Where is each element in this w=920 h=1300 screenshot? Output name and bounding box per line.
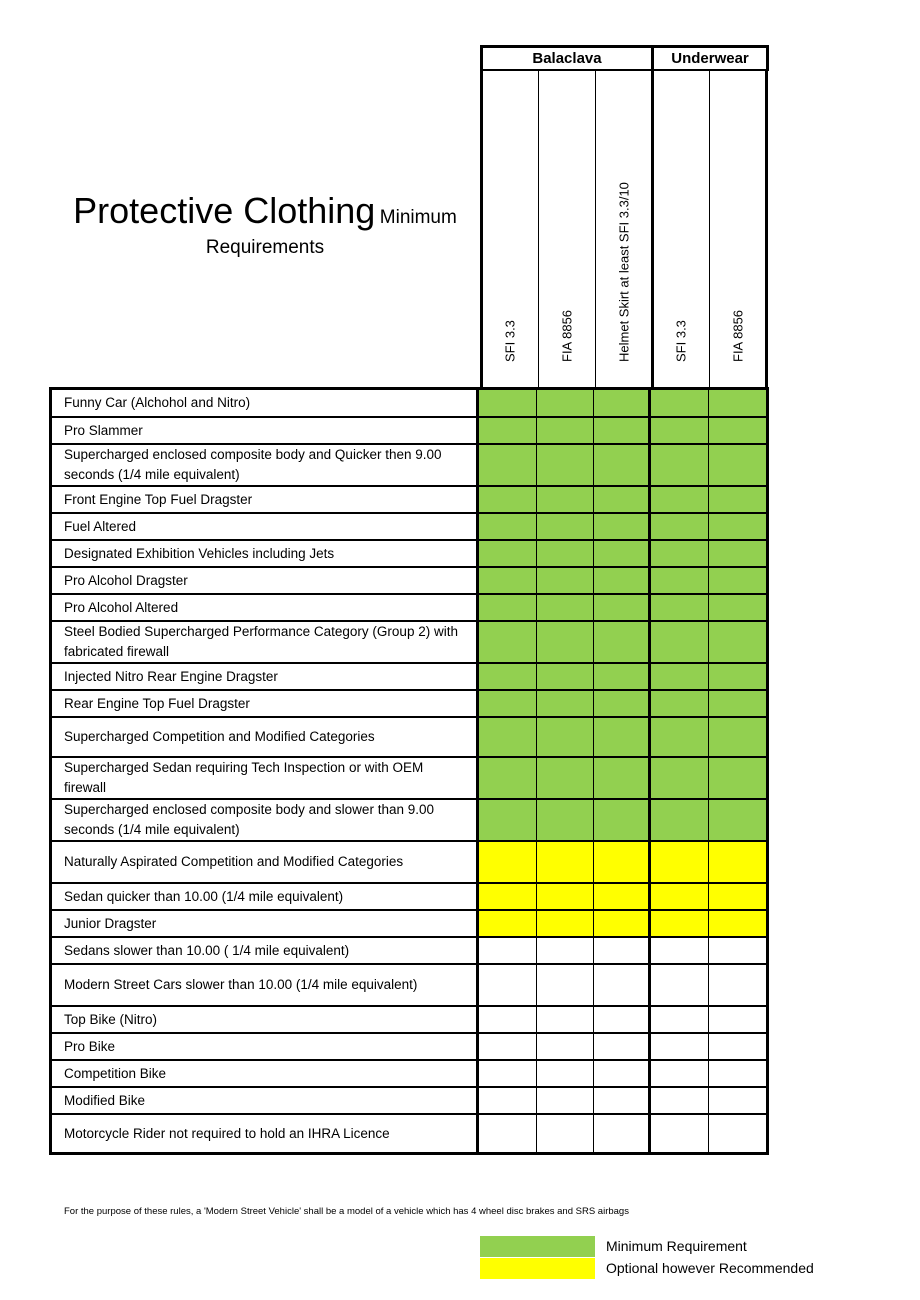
table-row <box>52 911 766 938</box>
requirement-cell <box>479 418 536 443</box>
requirement-cell <box>651 1115 708 1152</box>
table-row <box>52 758 766 800</box>
row-label: Naturally Aspirated Competition and Modified Categories <box>52 842 479 882</box>
requirement-cell <box>651 622 708 662</box>
column-header-label: FIA 8856 <box>730 309 746 362</box>
requirement-cell <box>537 938 594 963</box>
requirement-cell <box>594 842 651 882</box>
requirement-cell <box>651 842 708 882</box>
row-label: Top Bike (Nitro) <box>52 1007 479 1032</box>
table-row <box>52 445 766 487</box>
row-label: Pro Slammer <box>52 418 479 443</box>
requirement-cell <box>651 568 708 593</box>
row-label: Supercharged enclosed composite body and Quicker then 9.00 seconds (1/4 mile equivalent) <box>52 445 479 485</box>
requirement-cell <box>594 541 651 566</box>
requirement-cell <box>709 842 766 882</box>
legend-label-optional: Optional however Recommended <box>606 1260 814 1276</box>
row-label: Supercharged Sedan requiring Tech Inspection or with OEM firewall <box>52 758 479 798</box>
requirement-cell <box>651 595 708 620</box>
requirement-cell <box>479 541 536 566</box>
requirement-cell <box>479 568 536 593</box>
requirement-cell <box>709 568 766 593</box>
requirement-cell <box>537 691 594 716</box>
requirement-cell <box>537 884 594 909</box>
title-main: Protective Clothing <box>73 190 376 231</box>
requirement-cell <box>651 1034 708 1059</box>
requirement-cell <box>709 595 766 620</box>
requirement-cell <box>537 718 594 756</box>
requirement-cell <box>709 1034 766 1059</box>
table-row <box>52 842 766 884</box>
requirement-cell <box>651 718 708 756</box>
legend-swatch-green <box>480 1236 595 1257</box>
requirement-cell <box>651 938 708 963</box>
requirement-cell <box>651 758 708 798</box>
table-row <box>52 487 766 514</box>
requirement-cell <box>709 718 766 756</box>
table-row <box>52 884 766 911</box>
legend-label-minimum: Minimum Requirement <box>606 1238 747 1254</box>
requirement-cell <box>709 691 766 716</box>
row-label: Steel Bodied Supercharged Performance Category (Group 2) with fabricated firewall <box>52 622 479 662</box>
requirement-cell <box>651 965 708 1005</box>
requirement-cell <box>594 1007 651 1032</box>
table-row <box>52 1034 766 1061</box>
requirement-cell <box>594 664 651 689</box>
requirement-cell <box>709 514 766 539</box>
requirement-cell <box>479 884 536 909</box>
requirement-cell <box>537 965 594 1005</box>
requirement-cell <box>651 487 708 512</box>
requirement-cell <box>709 965 766 1005</box>
row-label: Pro Bike <box>52 1034 479 1059</box>
requirement-cell <box>479 1115 536 1152</box>
requirement-cell <box>594 1088 651 1113</box>
requirement-cell <box>594 568 651 593</box>
group-header-underwear: Underwear <box>651 45 769 71</box>
requirement-cell <box>479 800 536 840</box>
requirement-cell <box>651 514 708 539</box>
requirement-cell <box>709 911 766 936</box>
requirement-cell <box>479 1061 536 1086</box>
requirement-cell <box>594 445 651 485</box>
requirement-cell <box>651 1061 708 1086</box>
row-label: Competition Bike <box>52 1061 479 1086</box>
row-label: Fuel Altered <box>52 514 479 539</box>
requirement-cell <box>651 800 708 840</box>
requirement-cell <box>537 1115 594 1152</box>
requirement-cell <box>479 664 536 689</box>
requirement-cell <box>537 911 594 936</box>
requirement-cell <box>594 938 651 963</box>
requirement-cell <box>594 884 651 909</box>
requirement-cell <box>651 884 708 909</box>
table-row <box>52 390 766 418</box>
requirement-cell <box>709 622 766 662</box>
requirement-cell <box>709 487 766 512</box>
table-row <box>52 514 766 541</box>
requirement-cell <box>479 718 536 756</box>
legend-swatch-yellow <box>480 1258 595 1279</box>
requirement-cell <box>594 595 651 620</box>
requirement-cell <box>709 390 766 416</box>
requirement-cell <box>537 758 594 798</box>
column-header-balaclava-sfi <box>481 71 538 389</box>
requirement-cell <box>709 664 766 689</box>
column-header-balaclava-fia <box>538 71 595 389</box>
row-label: Supercharged Competition and Modified Categories <box>52 718 479 756</box>
row-label: Supercharged enclosed composite body and slower than 9.00 seconds (1/4 mile equivalent) <box>52 800 479 840</box>
column-header-underwear-sfi <box>652 71 709 389</box>
row-label: Sedans slower than 10.00 ( 1/4 mile equivalent) <box>52 938 479 963</box>
requirement-cell <box>651 1007 708 1032</box>
column-header-label: Helmet Skirt at least SFI 3.3/10 <box>616 182 632 362</box>
requirement-cell <box>651 445 708 485</box>
requirement-cell <box>594 1061 651 1086</box>
requirement-cell <box>537 541 594 566</box>
row-label: Modern Street Cars slower than 10.00 (1/4 mile equivalent) <box>52 965 479 1005</box>
requirement-cell <box>479 1088 536 1113</box>
requirement-cell <box>651 1088 708 1113</box>
row-label: Front Engine Top Fuel Dragster <box>52 487 479 512</box>
requirement-cell <box>709 541 766 566</box>
requirement-cell <box>651 541 708 566</box>
table-row <box>52 938 766 965</box>
footnote: For the purpose of these rules, a 'Modern Street Vehicle' shall be a model of a vehicle which has 4 wheel disc brakes and SRS airbags <box>64 1206 629 1217</box>
row-label: Injected Nitro Rear Engine Dragster <box>52 664 479 689</box>
requirement-cell <box>537 842 594 882</box>
title-sub: Minimum <box>379 207 457 228</box>
column-header-helmet-skirt <box>595 71 652 389</box>
table-row <box>52 1088 766 1115</box>
requirement-cell <box>594 390 651 416</box>
requirement-cell <box>537 622 594 662</box>
requirement-cell <box>537 418 594 443</box>
table-row <box>52 1007 766 1034</box>
requirement-cell <box>594 418 651 443</box>
requirement-cell <box>479 938 536 963</box>
row-label: Motorcycle Rider not required to hold an IHRA Licence <box>52 1115 479 1152</box>
row-label: Pro Alcohol Dragster <box>52 568 479 593</box>
requirement-cell <box>651 664 708 689</box>
table-row <box>52 664 766 691</box>
table-row <box>52 965 766 1007</box>
row-label: Junior Dragster <box>52 911 479 936</box>
title-line2: Requirements <box>205 237 325 259</box>
requirement-cell <box>594 718 651 756</box>
table-row <box>52 1061 766 1088</box>
requirement-cell <box>537 514 594 539</box>
requirement-cell <box>479 445 536 485</box>
requirement-cell <box>479 842 536 882</box>
table-row <box>52 541 766 568</box>
requirement-cell <box>537 595 594 620</box>
requirement-cell <box>479 1007 536 1032</box>
requirement-cell <box>479 487 536 512</box>
table-row <box>52 418 766 445</box>
requirements-table <box>49 387 769 1155</box>
table-row <box>52 568 766 595</box>
row-label: Pro Alcohol Altered <box>52 595 479 620</box>
table-row <box>52 800 766 842</box>
requirement-cell <box>594 965 651 1005</box>
requirement-cell <box>479 1034 536 1059</box>
requirement-cell <box>709 758 766 798</box>
row-label: Designated Exhibition Vehicles including Jets <box>52 541 479 566</box>
page-title <box>50 190 480 259</box>
column-header-label: SFI 3.3 <box>502 320 517 362</box>
requirement-cell <box>537 487 594 512</box>
requirement-cell <box>594 758 651 798</box>
requirement-cell <box>479 691 536 716</box>
requirement-cell <box>709 1088 766 1113</box>
requirement-cell <box>709 938 766 963</box>
group-header-balaclava: Balaclava <box>480 45 654 71</box>
requirement-cell <box>594 622 651 662</box>
requirement-cell <box>537 390 594 416</box>
table-row <box>52 595 766 622</box>
requirement-cell <box>537 1061 594 1086</box>
requirement-cell <box>537 568 594 593</box>
requirement-cell <box>651 418 708 443</box>
requirement-cell <box>537 1007 594 1032</box>
requirement-cell <box>537 664 594 689</box>
requirement-cell <box>651 911 708 936</box>
requirement-cell <box>709 1061 766 1086</box>
requirement-cell <box>709 884 766 909</box>
row-label: Modified Bike <box>52 1088 479 1113</box>
requirement-cell <box>479 622 536 662</box>
requirement-cell <box>479 390 536 416</box>
requirement-cell <box>537 800 594 840</box>
requirement-cell <box>594 1034 651 1059</box>
column-header-underwear-fia <box>709 71 766 389</box>
requirement-cell <box>709 1115 766 1152</box>
requirement-cell <box>594 691 651 716</box>
column-header-label: FIA 8856 <box>559 309 575 362</box>
requirement-cell <box>709 445 766 485</box>
row-label: Rear Engine Top Fuel Dragster <box>52 691 479 716</box>
requirement-cell <box>651 390 708 416</box>
requirement-cell <box>594 514 651 539</box>
requirement-cell <box>479 595 536 620</box>
table-row <box>52 1115 766 1152</box>
requirement-cell <box>709 1007 766 1032</box>
requirement-cell <box>537 445 594 485</box>
requirement-cell <box>479 514 536 539</box>
requirement-cell <box>709 800 766 840</box>
requirement-cell <box>479 965 536 1005</box>
requirement-cell <box>594 487 651 512</box>
requirement-cell <box>537 1088 594 1113</box>
table-row <box>52 622 766 664</box>
column-header-label: SFI 3.3 <box>673 320 688 362</box>
requirement-cell <box>594 911 651 936</box>
requirement-cell <box>537 1034 594 1059</box>
requirement-cell <box>594 1115 651 1152</box>
requirement-cell <box>479 758 536 798</box>
table-row <box>52 718 766 758</box>
row-label: Sedan quicker than 10.00 (1/4 mile equivalent) <box>52 884 479 909</box>
requirement-cell <box>594 800 651 840</box>
row-label: Funny Car (Alchohol and Nitro) <box>52 390 479 416</box>
requirement-cell <box>651 691 708 716</box>
requirement-cell <box>479 911 536 936</box>
table-row <box>52 691 766 718</box>
requirement-cell <box>709 418 766 443</box>
